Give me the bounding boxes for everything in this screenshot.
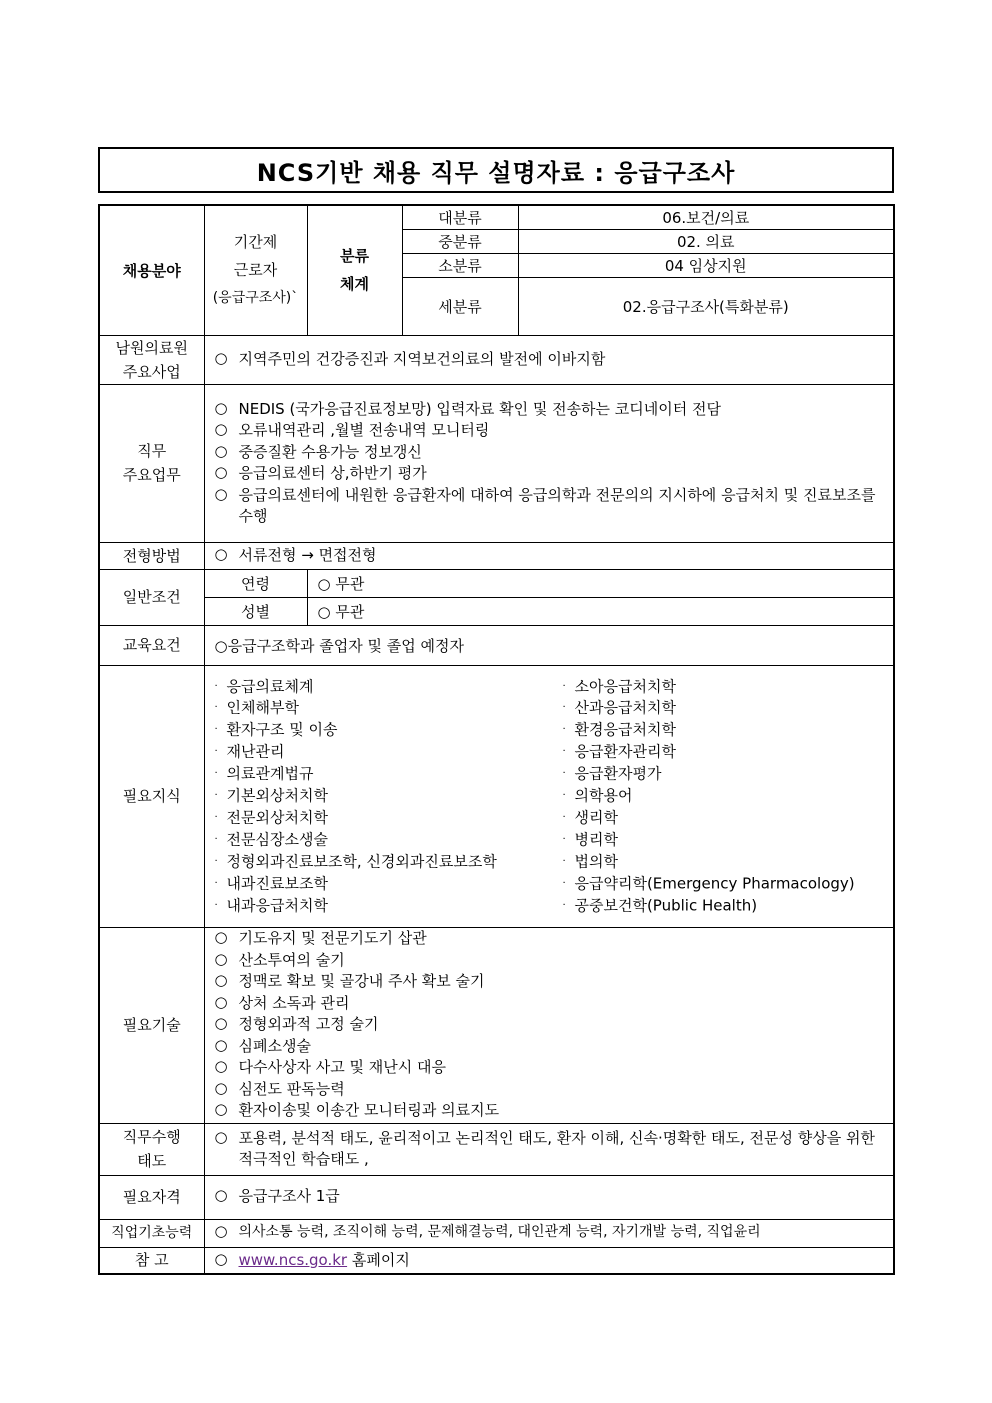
reference-suffix: 홈페이지 bbox=[351, 1250, 410, 1269]
class-row-value: 06.보건/의료 bbox=[518, 205, 894, 229]
bullet-dot-icon: · bbox=[562, 855, 566, 867]
education-label: 교육요건 bbox=[99, 625, 204, 665]
knowledge-item-text: 정형외과진료보조학, 신경외과진료보조학 bbox=[226, 852, 497, 871]
knowledge-item bbox=[563, 741, 888, 763]
knowledge-item bbox=[215, 873, 563, 895]
bullet-dot-icon: · bbox=[562, 877, 566, 889]
circle-marker-icon: ○ bbox=[214, 971, 228, 990]
general-row-label: 성별 bbox=[204, 597, 307, 625]
knowledge-item-text: 법의학 bbox=[574, 852, 618, 871]
qualification-label: 필요자격 bbox=[99, 1175, 204, 1219]
selection-label: 전형방법 bbox=[99, 542, 204, 569]
knowledge-label: 필요지식 bbox=[99, 665, 204, 927]
bullet-dot-icon: · bbox=[562, 746, 566, 758]
knowledge-item-text: 내과진료보조학 bbox=[226, 873, 328, 892]
classification-label-line: 체계 bbox=[340, 275, 369, 294]
general-label: 일반조건 bbox=[99, 569, 204, 625]
knowledge-item bbox=[215, 895, 563, 917]
bullet-dot-icon: · bbox=[214, 724, 218, 736]
qualification-text: 응급구조사 1급 bbox=[238, 1187, 340, 1206]
knowledge-item-text: 소아응급처치학 bbox=[574, 676, 676, 695]
knowledge-item bbox=[563, 851, 888, 873]
general-row-value: ○ 무관 bbox=[307, 597, 894, 625]
skill-item bbox=[215, 928, 888, 950]
knowledge-item bbox=[563, 895, 888, 917]
circle-marker-icon: ○ bbox=[214, 544, 228, 563]
skill-item-text: 다수사상자 사고 및 재난시 대응 bbox=[238, 1058, 446, 1077]
knowledge-item-text: 응급환자관리학 bbox=[574, 742, 676, 761]
duties-content bbox=[204, 384, 894, 542]
circle-marker-icon: ○ bbox=[214, 420, 228, 438]
knowledge-item bbox=[215, 829, 563, 851]
document-title: NCS기반 채용 직무 설명자료 : 응급구조사 bbox=[98, 147, 894, 193]
bullet-dot-icon: · bbox=[214, 855, 218, 867]
knowledge-item-text: 내과응급처치학 bbox=[226, 895, 328, 914]
knowledge-item-text: 환경응급처치학 bbox=[574, 720, 676, 739]
education-text: ○응급구조학과 졸업자 및 졸업 예정자 bbox=[204, 625, 894, 665]
knowledge-item bbox=[215, 741, 563, 763]
classification-label bbox=[307, 205, 402, 335]
general-row-label: 연령 bbox=[204, 569, 307, 597]
circle-marker-icon: ○ bbox=[214, 1014, 228, 1033]
bullet-dot-icon: · bbox=[562, 899, 566, 911]
skill-item bbox=[215, 1079, 888, 1101]
duty-item: 응급의료센터 상,하반기 평가 bbox=[238, 464, 427, 482]
business-label-line: 남원의료원 bbox=[115, 338, 188, 357]
job-description-table bbox=[98, 204, 895, 1275]
duty-item: 중증질환 수용가능 정보갱신 bbox=[238, 442, 422, 461]
attitude-label-line: 직무수행 bbox=[122, 1128, 181, 1146]
business-label bbox=[99, 335, 204, 384]
bullet-dot-icon: · bbox=[562, 811, 566, 823]
bullet-dot-icon: · bbox=[214, 811, 218, 823]
skill-item-text: 정맥로 확보 및 골강내 주사 확보 술기 bbox=[238, 972, 485, 991]
reference-label: 참 고 bbox=[99, 1247, 204, 1274]
circle-marker-icon: ○ bbox=[214, 1186, 228, 1205]
knowledge-item bbox=[215, 697, 563, 719]
classification-label-line: 분류 bbox=[340, 247, 369, 266]
knowledge-item bbox=[215, 851, 563, 873]
knowledge-item-text: 인체해부학 bbox=[226, 698, 299, 717]
skills-content bbox=[204, 927, 894, 1123]
circle-marker-icon: ○ bbox=[214, 1057, 228, 1076]
duties-label-line: 주요업무 bbox=[122, 466, 181, 484]
knowledge-item bbox=[215, 785, 563, 807]
skill-item-text: 심폐소생술 bbox=[238, 1036, 311, 1055]
circle-marker-icon: ○ bbox=[214, 1078, 228, 1097]
skill-item-text: 기도유지 및 전문기도기 삽관 bbox=[238, 929, 427, 948]
knowledge-item-text: 환자구조 및 이송 bbox=[226, 720, 338, 739]
skill-item bbox=[215, 1100, 888, 1122]
bullet-dot-icon: · bbox=[562, 680, 566, 692]
bullet-dot-icon: · bbox=[214, 680, 218, 692]
knowledge-item-text: 응급약리학(Emergency Pharmacology) bbox=[574, 873, 855, 892]
knowledge-item-text: 기본외상처치학 bbox=[226, 786, 328, 805]
knowledge-item bbox=[215, 807, 563, 829]
basic-ability-text: 의사소통 능력, 조직이해 능력, 문제해결능력, 대인관계 능력, 자기개발 능력, 직업윤리 bbox=[238, 1224, 761, 1241]
circle-marker-icon: ○ bbox=[214, 1249, 228, 1268]
knowledge-item-text: 전문심장소생술 bbox=[226, 830, 328, 849]
class-row-label: 세분류 bbox=[402, 277, 518, 335]
knowledge-item-text: 응급환자평가 bbox=[574, 764, 662, 783]
circle-marker-icon: ○ bbox=[214, 1100, 228, 1119]
knowledge-right-column bbox=[563, 676, 888, 917]
skill-item-text: 정형외과적 고정 술기 bbox=[238, 1015, 379, 1034]
knowledge-left-column bbox=[215, 676, 563, 917]
knowledge-item bbox=[563, 807, 888, 829]
knowledge-item-text: 산과응급처치학 bbox=[574, 698, 676, 717]
attitude-label-line: 태도 bbox=[137, 1152, 167, 1170]
knowledge-item-text: 공중보건학(Public Health) bbox=[574, 895, 758, 914]
skills-label: 필요기술 bbox=[99, 927, 204, 1123]
job-type bbox=[204, 205, 307, 335]
bullet-dot-icon: · bbox=[562, 833, 566, 845]
attitude-content bbox=[204, 1123, 894, 1175]
attitude-text: 포용력, 분석적 태도, 윤리적이고 논리적인 태도, 환자 이해, 신속·명확한 태도, 전문성 향상을 위한 적극적인 학습태도 , bbox=[238, 1128, 875, 1168]
knowledge-item-text: 전문외상처치학 bbox=[226, 808, 328, 827]
skill-item bbox=[215, 971, 888, 993]
ncs-link[interactable]: www.ncs.go.kr bbox=[238, 1250, 348, 1269]
knowledge-item-text: 재난관리 bbox=[226, 742, 285, 761]
general-row-value: ○ 무관 bbox=[307, 569, 894, 597]
circle-marker-icon: ○ bbox=[214, 463, 228, 481]
reference-content bbox=[204, 1247, 894, 1274]
skill-item bbox=[215, 1036, 888, 1058]
knowledge-item-text: 생리학 bbox=[574, 808, 618, 827]
skill-item bbox=[215, 950, 888, 972]
circle-marker-icon: ○ bbox=[214, 1127, 228, 1146]
class-row-label: 대분류 bbox=[402, 205, 518, 229]
bullet-dot-icon: · bbox=[562, 702, 566, 714]
business-text: 지역주민의 건강증진과 지역보건의료의 발전에 이바지함 bbox=[238, 349, 606, 368]
circle-marker-icon: ○ bbox=[214, 1222, 228, 1241]
circle-marker-icon: ○ bbox=[214, 348, 228, 367]
bullet-dot-icon: · bbox=[214, 746, 218, 758]
bullet-dot-icon: · bbox=[214, 833, 218, 845]
duties-label bbox=[99, 384, 204, 542]
class-row-label: 중분류 bbox=[402, 229, 518, 253]
job-type-line: (응급구조사)` bbox=[212, 290, 299, 307]
class-row-value: 02.응급구조사(특화분류) bbox=[518, 277, 894, 335]
skill-item bbox=[215, 1014, 888, 1036]
knowledge-content bbox=[204, 665, 894, 927]
knowledge-item bbox=[215, 763, 563, 785]
duties-label-line: 직무 bbox=[137, 442, 167, 460]
knowledge-item bbox=[563, 676, 888, 698]
selection-content bbox=[204, 542, 894, 569]
skill-item bbox=[215, 993, 888, 1015]
skill-item-text: 상처 소독과 관리 bbox=[238, 993, 350, 1012]
circle-marker-icon: ○ bbox=[214, 398, 228, 417]
knowledge-item-text: 의료관계법규 bbox=[226, 764, 314, 783]
knowledge-item bbox=[563, 785, 888, 807]
circle-marker-icon: ○ bbox=[214, 441, 228, 460]
job-type-line: 기간제 bbox=[233, 233, 278, 252]
knowledge-item-text: 병리학 bbox=[574, 830, 618, 849]
field-label: 채용분야 bbox=[99, 205, 204, 335]
class-row-value: 04 임상지원 bbox=[518, 253, 894, 277]
knowledge-item bbox=[563, 873, 888, 895]
knowledge-item bbox=[563, 719, 888, 741]
bullet-dot-icon: · bbox=[214, 768, 218, 780]
business-content bbox=[204, 335, 894, 384]
business-label-line: 주요사업 bbox=[122, 362, 181, 381]
bullet-dot-icon: · bbox=[214, 877, 218, 889]
bullet-dot-icon: · bbox=[562, 768, 566, 780]
duty-item: NEDIS (국가응급진료정보망) 입력자료 확인 및 전송하는 코디네이터 전담 bbox=[238, 399, 722, 418]
class-row-label: 소분류 bbox=[402, 253, 518, 277]
skill-item bbox=[215, 1057, 888, 1079]
class-row-value: 02. 의료 bbox=[518, 229, 894, 253]
bullet-dot-icon: · bbox=[562, 724, 566, 736]
knowledge-item bbox=[563, 829, 888, 851]
basic-ability-label: 직업기초능력 bbox=[99, 1219, 204, 1247]
skill-item-text: 산소투여의 술기 bbox=[238, 950, 345, 969]
selection-text: 서류전형 → 면접전형 bbox=[238, 545, 377, 564]
knowledge-item bbox=[563, 763, 888, 785]
circle-marker-icon: ○ bbox=[214, 484, 228, 503]
bullet-dot-icon: · bbox=[214, 899, 218, 911]
job-type-line: 근로자 bbox=[233, 261, 278, 280]
basic-ability-content bbox=[204, 1219, 894, 1247]
skill-item-text: 환자이송및 이송간 모니터링과 의료지도 bbox=[238, 1101, 500, 1120]
bullet-dot-icon: · bbox=[214, 702, 218, 714]
circle-marker-icon: ○ bbox=[214, 992, 228, 1011]
bullet-dot-icon: · bbox=[214, 790, 218, 802]
skill-item-text: 심전도 판독능력 bbox=[238, 1079, 345, 1098]
duty-item: 오류내역관리 ,월별 전송내역 모니터링 bbox=[238, 421, 490, 439]
knowledge-item bbox=[215, 719, 563, 741]
knowledge-item bbox=[215, 676, 563, 698]
knowledge-item-text: 의학용어 bbox=[574, 786, 633, 805]
knowledge-item-text: 응급의료체계 bbox=[226, 676, 314, 695]
knowledge-item bbox=[563, 697, 888, 719]
circle-marker-icon: ○ bbox=[214, 949, 228, 968]
duty-item: 응급의료센터에 내원한 응급환자에 대하여 응급의학과 전문의의 지시하에 응급처치 및 진료보조를 수행 bbox=[238, 485, 876, 525]
qualification-content bbox=[204, 1175, 894, 1219]
bullet-dot-icon: · bbox=[562, 790, 566, 802]
circle-marker-icon: ○ bbox=[214, 928, 228, 947]
circle-marker-icon: ○ bbox=[214, 1035, 228, 1054]
attitude-label bbox=[99, 1123, 204, 1175]
